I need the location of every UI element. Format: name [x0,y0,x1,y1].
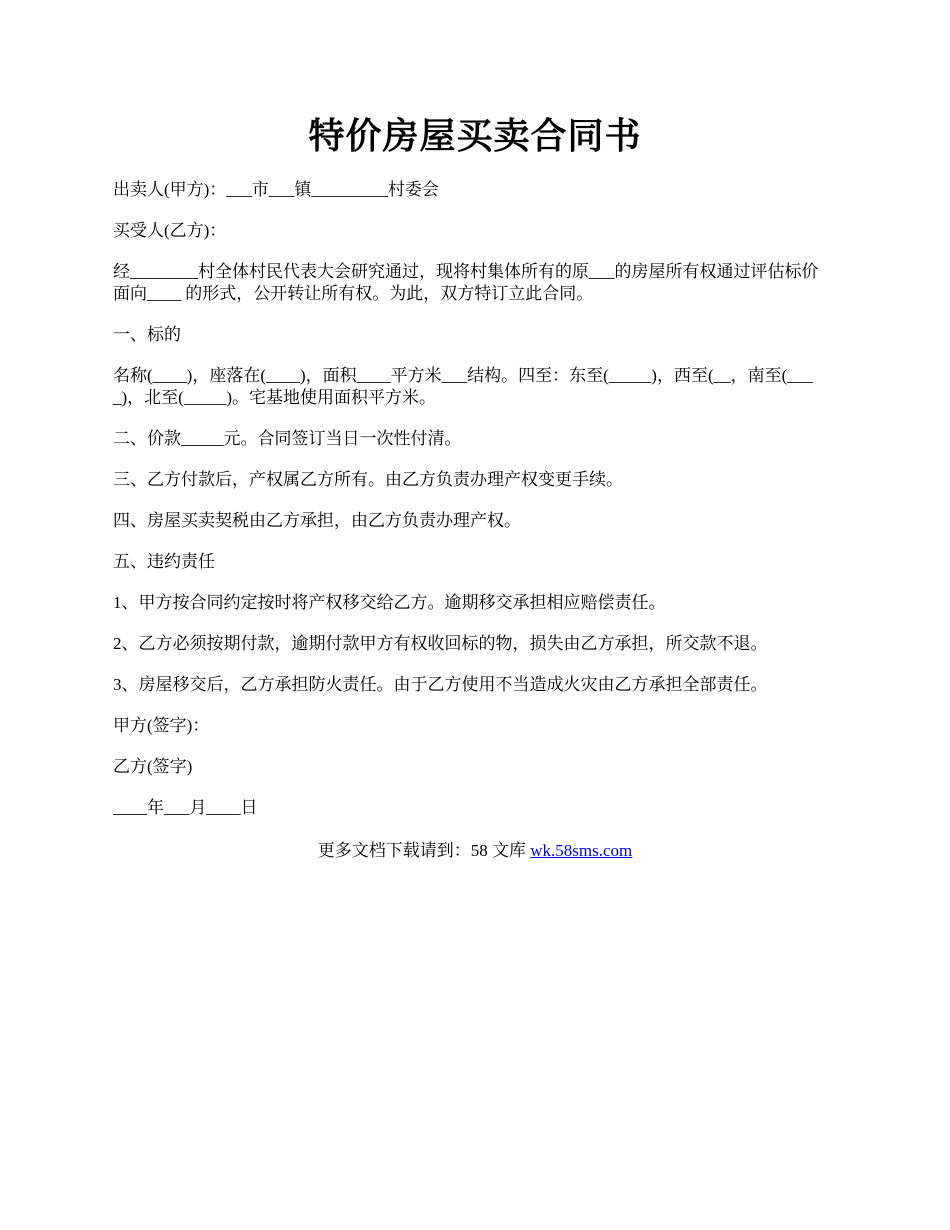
date-line: ____年___月____日 [113,798,258,817]
document-title: 特价房屋买卖合同书 [308,116,642,156]
subject-details: 名称(____)，座落在(____)，面积____平方米___结构。四至：东至(_____)，西至(__，南至(____)，北至(_____)。宅基地使用面积平方米。 [113,366,813,407]
liability-clause-2: 2、乙方必须按期付款，逾期付款甲方有权收回标的物，损失由乙方承担，所交款不退。 [113,634,768,653]
liability-clause-1: 1、甲方按合同约定按时将产权移交给乙方。逾期移交承担相应赔偿责任。 [113,593,666,612]
section-heading-liability: 五、违约责任 [113,552,215,571]
buyer-line: 买受人(乙方)： [113,221,227,240]
section-price: 二、价款_____元。合同签订当日一次性付清。 [113,429,462,448]
seller-line: 出卖人(甲方)：___市___镇_________村委会 [113,180,439,199]
footer [0,840,950,862]
party-b-signature: 乙方(签字) [113,757,193,776]
document-body [113,179,835,838]
party-a-signature: 甲方(签字)： [113,716,210,735]
intro-paragraph: 经________村全体村民代表大会研究通过，现将村集体所有的原___的房屋所有权通过评估标价面向____ 的形式，公开转让所有权。为此，双方特订立此合同。 [113,262,819,303]
liability-clause-3: 3、房屋移交后，乙方承担防火责任。由于乙方使用不当造成火灾由乙方承担全部责任。 [113,675,768,694]
section-tax: 四、房屋买卖契税由乙方承担，由乙方负责办理产权。 [113,511,521,530]
footer-link[interactable]: wk.58sms.com [530,841,633,860]
section-ownership: 三、乙方付款后，产权属乙方所有。由乙方负责办理产权变更手续。 [113,470,623,489]
footer-text: 更多文档下载请到：58 文库 [317,841,531,860]
section-heading-subject: 一、标的 [113,325,181,344]
